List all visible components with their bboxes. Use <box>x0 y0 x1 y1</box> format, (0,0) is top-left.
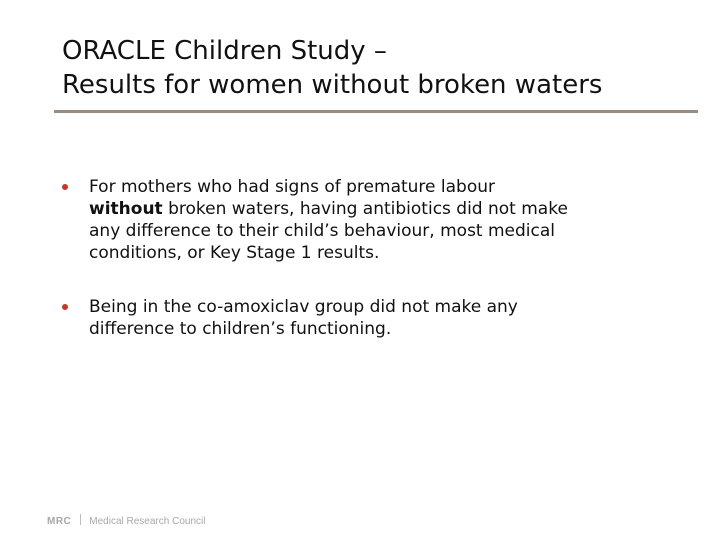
bullet-item-1 <box>62 176 682 264</box>
slide-title <box>62 34 702 102</box>
bullet-1-line-3: any difference to their child’s behaviour, most medical <box>89 221 556 241</box>
emphasis-without: without <box>89 199 163 219</box>
bullet-1-line-1: For mothers who had signs of premature labour <box>89 177 495 197</box>
bullet-1-line-4: conditions, or Key Stage 1 results. <box>89 243 380 263</box>
footer-abbr: MRC <box>47 516 72 527</box>
bullet-dot-icon <box>62 184 68 190</box>
footer-logo <box>47 514 205 528</box>
bullet-dot-icon <box>62 304 68 310</box>
title-line-1: ORACLE Children Study – <box>62 36 387 66</box>
title-divider <box>54 110 698 113</box>
bullet-2-line-1: Being in the co-amoxiclav group did not make any <box>89 297 518 317</box>
title-line-2: Results for women without broken waters <box>62 70 603 100</box>
footer-separator <box>80 514 81 525</box>
bullet-1-line-2 <box>89 198 682 220</box>
bullet-1-line-2-rest: broken waters, having antibiotics did not make <box>162 199 568 219</box>
bullet-list <box>62 176 682 372</box>
bullet-item-2 <box>62 296 682 340</box>
bullet-2-line-2: difference to children’s functioning. <box>89 319 392 339</box>
footer-org-name: Medical Research Council <box>89 516 206 527</box>
